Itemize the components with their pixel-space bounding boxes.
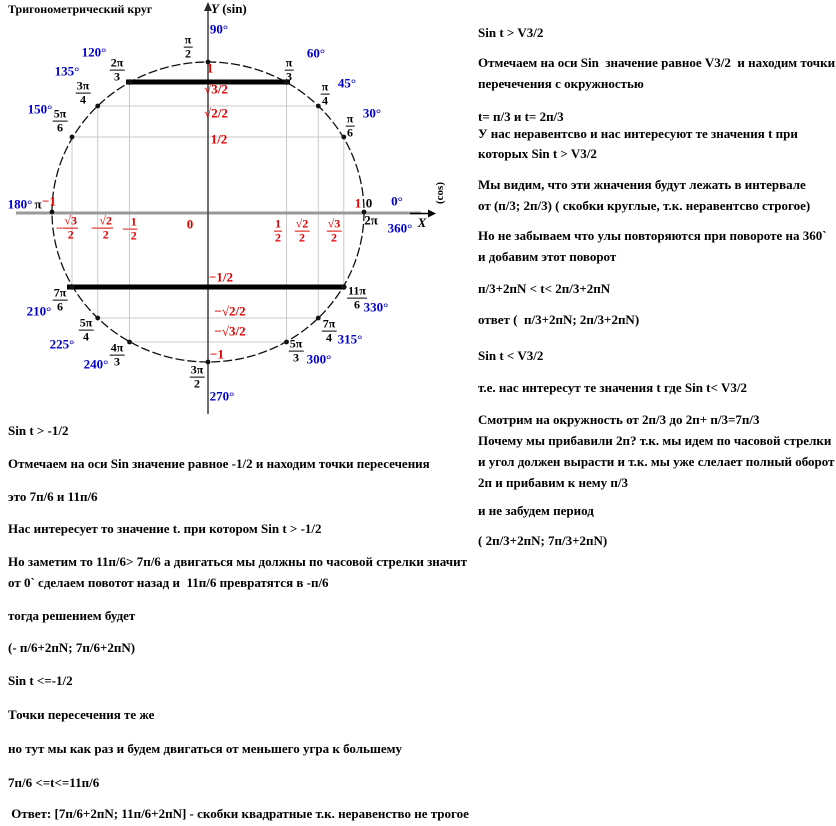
y-axis-sin-label: (sin): [218, 1, 247, 16]
degree-label-315: 315°: [337, 331, 363, 347]
text-line: и не забудем период: [478, 503, 594, 518]
radian-label-2pi: 2π: [364, 212, 378, 228]
sin-value-1: 1: [206, 60, 214, 76]
text-line: Смотрим на окружность от 2п/3 до 2п+ п/3=7п/3: [478, 412, 760, 427]
radian-label-pi-2: $\frac{\pi}{2}$: [184, 32, 192, 61]
degree-label-90: 90°: [209, 21, 229, 37]
radian-label-3pi-2: $\frac{3\pi}{2}$: [190, 362, 204, 391]
radian-label-pi-3: $\frac{\pi}{3}$: [285, 55, 293, 84]
y-axis-label: [211, 1, 247, 17]
radian-label-4pi-3: $\frac{4\pi}{3}$: [110, 340, 124, 369]
trig-circle-diagram: [0, 0, 470, 420]
text-line: Sin t < V3/2: [478, 348, 544, 363]
degree-label-180: 180°: [7, 196, 33, 212]
cos-value-minus-sqrt3-2: − $\frac{√3}{2}$: [55, 213, 78, 242]
text-line: п/3+2пN < t< 2п/3+2пN: [478, 281, 611, 296]
radian-label-5pi-6: $\frac{5\pi}{6}$: [53, 106, 67, 135]
x-axis-label: X: [417, 215, 427, 230]
cos-axis-label: (cos): [434, 182, 446, 204]
degree-label-360: 360°: [387, 220, 413, 236]
text-line: Точки пересечения те же: [8, 707, 155, 722]
text-line: тогда решением будет: [8, 608, 136, 623]
degree-label-225: 225°: [49, 336, 75, 352]
text-line: ( 2п/3+2пN; 7п/3+2пN): [478, 533, 608, 548]
cos-value-1: 1: [354, 195, 362, 211]
text-line: которых Sin t > V3/2: [478, 146, 597, 161]
radian-label-11pi-6: $\frac{11\pi}{6}$: [348, 283, 366, 312]
text-line: но тут мы как раз и будем двигаться от меньшего угра к большему: [8, 741, 403, 756]
degree-label-45: 45°: [337, 75, 357, 91]
radian-label-3pi-4: $\frac{3\pi}{4}$: [76, 78, 90, 107]
cos-value-sqrt3-2: $\frac{√3}{2}$: [327, 216, 341, 245]
cos-value-minus-1-2: − $\frac{1}{2}$: [122, 214, 137, 243]
sin-value-minus-sqrt3-2: −√3/2: [214, 323, 246, 339]
degree-label-330: 330°: [363, 299, 389, 315]
radian-label-5pi-3: $\frac{5\pi}{3}$: [289, 336, 303, 365]
text-line: (- п/6+2пN; 7п/6+2пN): [8, 640, 136, 655]
radian-label-7pi-4: $\frac{7\pi}{4}$: [322, 316, 336, 345]
text-line: Нас интересует то значение t. при котором Sin t > -1/2: [8, 521, 322, 536]
degree-label-0: 0°: [391, 193, 403, 209]
diagram-title: Тригонометрический круг: [8, 2, 153, 16]
radian-label-0: 0: [365, 195, 373, 211]
degree-label-150: 150°: [27, 101, 53, 117]
sin-value-sqrt3-2: √3/2: [204, 81, 228, 97]
text-line: t= п/3 и t= 2п/3: [478, 109, 564, 124]
radian-label-pi-6: $\frac{\pi}{6}$: [346, 111, 354, 140]
sin-value-1-2: 1/2: [210, 131, 228, 147]
cos-value-1-2: $\frac{1}{2}$: [275, 216, 281, 245]
text-line: Отмечаем на оси Sin значение равное -1/2 и находим точки пересечения: [8, 456, 430, 471]
text-line: ответ ( п/3+2пN; 2п/3+2пN): [478, 312, 640, 327]
radian-label-5pi-4: $\frac{5\pi}{4}$: [79, 315, 93, 344]
cos-value-minus-sqrt2-2: − $\frac{√2}{2}$: [90, 213, 113, 242]
answer-line: Ответ: [7п/6+2пN; 11п/6+2пN] - скобки квадратные т.к. неравенство не трогое: [8, 806, 469, 821]
degree-label-300: 300°: [306, 351, 332, 367]
text-line: Мы видим, что эти жначения будут лежать в интервале: [478, 177, 806, 192]
sin-value-minus-sqrt2-2: −√2/2: [214, 303, 246, 319]
sin-value-minus-1-2: −1/2: [208, 269, 234, 285]
text-line: и угол должен вырасти и т.к. мы уже слелает полный оборот: [478, 454, 835, 469]
radian-label-pi-4: $\frac{\pi}{4}$: [321, 79, 329, 108]
text-line: Sin t <=-1/2: [8, 673, 73, 688]
text-line: Отмечаем на оси Sin значение равное V3/2 и находим точки: [478, 55, 836, 70]
text-line: 7п/6 <=t<=11п/6: [8, 775, 100, 790]
text-line: 2п и прибавим к нему п/3: [478, 475, 629, 490]
text-line: это 7п/6 и 11п/6: [8, 489, 98, 504]
degree-label-120: 120°: [81, 44, 107, 60]
cos-value-sqrt2-2: $\frac{√2}{2}$: [295, 216, 309, 245]
y-axis-letter: Y: [211, 1, 219, 16]
text-line: перечечения с окружностью: [478, 76, 644, 91]
radian-label-7pi-6: $\frac{7\pi}{6}$: [53, 285, 67, 314]
text-line: Sin t > -1/2: [8, 423, 69, 438]
cos-value-0: 0: [186, 216, 194, 232]
text-line: от (п/3; 2п/3) ( скобки круглые, т.к. неравентсво строгое): [478, 198, 811, 213]
text-line: Но не забываем что улы повторяются при повороте на 360`: [478, 228, 827, 243]
text-line: и добавим этот поворот: [478, 249, 617, 264]
radian-label-2pi-3: $\frac{2\pi}{3}$: [110, 55, 124, 84]
text-line: Почему мы прибавили 2п? т.к. мы идем по часовой стрелки: [478, 433, 832, 448]
degree-label-30: 30°: [362, 105, 382, 121]
degree-label-240: 240°: [83, 356, 109, 372]
sin-value-minus-1: −1: [210, 346, 224, 362]
text-line: Но заметим то 11п/6> 7п/6 а двигаться мы должны по часовой стрелки значит: [8, 554, 467, 569]
degree-label-270: 270°: [209, 388, 235, 404]
text-line: У нас неравентсво и нас интересуют те значения t при: [478, 126, 798, 141]
sin-value-sqrt2-2: √2/2: [204, 105, 228, 121]
text-line: т.е. нас интересут те значения t где Sin t< V3/2: [478, 380, 747, 395]
cos-value-minus-1: −1: [42, 193, 56, 209]
degree-label-210: 210°: [26, 303, 52, 319]
text-line: от 0` сделаем повотот назад и 11п/6 превратятся в -п/6: [8, 575, 329, 590]
radian-label-pi: π: [34, 196, 42, 212]
x-axis-arrow-icon: [428, 210, 436, 218]
degree-label-60: 60°: [306, 45, 326, 61]
degree-label-135: 135°: [54, 63, 80, 79]
text-line: Sin t > V3/2: [478, 25, 544, 40]
